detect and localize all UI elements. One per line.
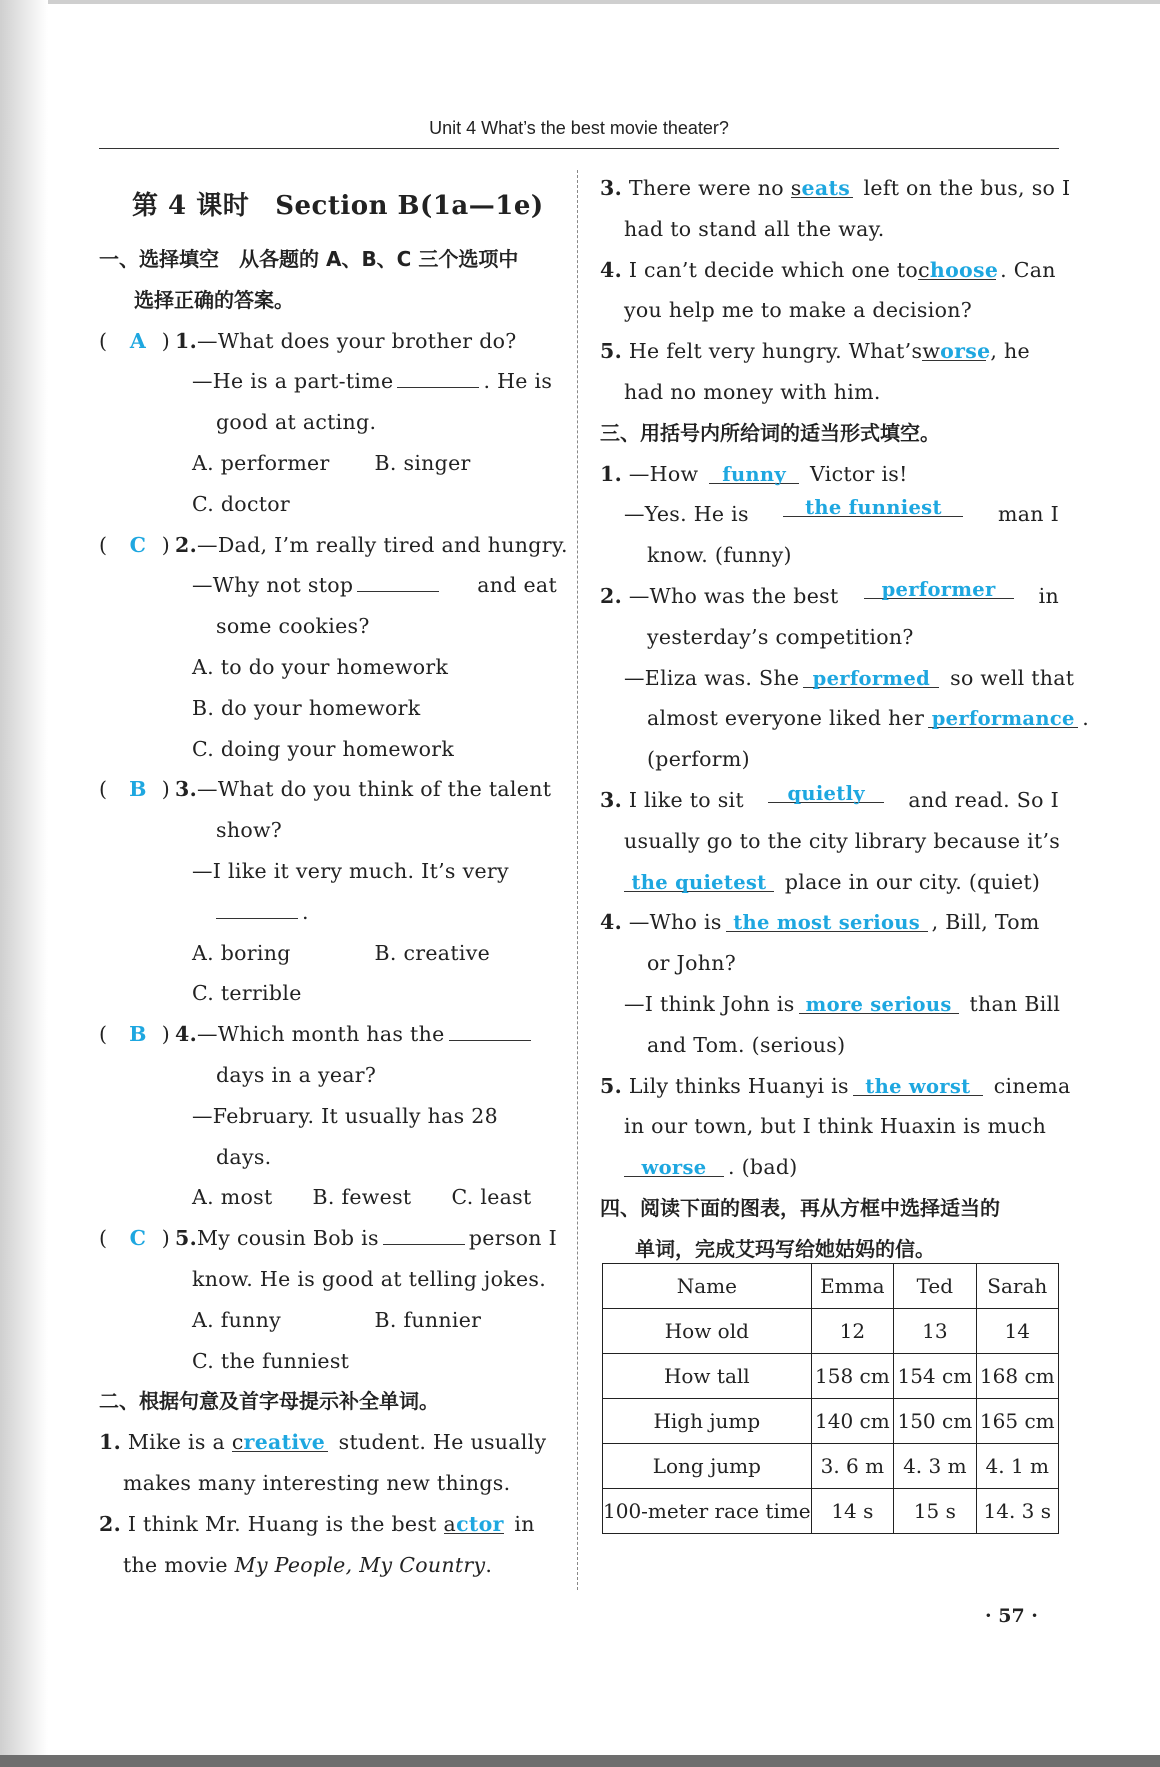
options: A. performer B. singer (192, 450, 471, 475)
question-4: ( B ) 4.—Which month has the (99, 1014, 557, 1055)
table-row: High jump 140 cm 150 cm 165 cm (603, 1399, 1059, 1444)
answer-4: B (129, 1022, 147, 1047)
right-column: 3. There were no seats left on the bus, so I had to stand all the way. 4. I can’t decide which one tochoose. Can you help me to make a decision? 5. He felt very hungry. What’sworse, he had no money with him. 三、用括号内所给词的适当形式填空。 1. —How funny Victor is! —Yes. He is the funniest man I know. (funny) 2. —Who was the best performer in yesterday’s competition? —Eliza was. She performed so well that almost everyone liked her performance . (perform) 3. I like to sit quietly and read. So I usually go to the city library because it’s the quietest place in our city. (quiet) 4. —Who is the most serious , Bill, Tom or John? —I think John is more serious than Bill and Tom. (serious) 5. Lily thinks Huanyi is the worst cinema in our town, but I think Huaxin is much worse . (bad) 四、阅读下面的图表，再从方框中选择适当的 单词，完成艾玛写给她姑妈的信。 (600, 168, 1059, 1270)
page-number: · 57 · (985, 1605, 1038, 1627)
page-shadow (0, 0, 48, 1767)
header-rule (99, 148, 1059, 149)
part4-heading-cont: 单词，完成艾玛写给她姑妈的信。 (635, 1236, 935, 1261)
part3-heading: 三、用括号内所给词的适当形式填空。 (600, 420, 940, 445)
fill-5: 5. He felt very hungry. What’sworse, he (600, 339, 1030, 364)
answer-fill: reative (243, 1430, 326, 1455)
table-row: Long jump 3. 6 m 4. 3 m 4. 1 m (603, 1444, 1059, 1489)
blank (383, 1222, 465, 1245)
word-form-1: 1. —How funny Victor is! (600, 461, 908, 486)
blank (397, 365, 479, 388)
lesson-title: 第 4 课时 Section B(1a—1e) (132, 191, 544, 221)
table-header-row: Name Emma Ted Sarah (603, 1264, 1059, 1309)
question-1: ( A ) 1.—What does your brother do? (99, 321, 557, 362)
column-divider (577, 170, 578, 1590)
answer-fill: orse (940, 339, 991, 364)
answer-3: B (129, 777, 147, 802)
answer-fill: hoose (929, 257, 999, 282)
part4-heading: 四、阅读下面的图表，再从方框中选择适当的 (600, 1195, 1000, 1220)
part2-heading: 二、根据句意及首字母提示补全单词。 (99, 1389, 439, 1414)
answer-5: C (129, 1226, 147, 1251)
answer-fill: eats (801, 176, 851, 200)
fill-1: 1. Mike is a creative student. He usually (99, 1430, 547, 1455)
question-3: ( B ) 3.—What do you think of the talent (99, 769, 557, 810)
question-2: ( C ) 2.—Dad, I’m really tired and hungry. (99, 525, 557, 566)
left-column: 第 4 课时 Section B(1a—1e) 一、选择填空 从各题的 A、B、C 三个选项中 选择正确的答案。 ( A ) 1.—What does your brother do? —He is a part-time . He is good at acting. A. performer B. singer C. doctor ( C ) 2.—Dad, I’m really tired and hungry. —Why not stop and eat some cookies? A. to do your homework B. do your homework C. doing your homework ( B ) 3.—What do you think of the talent show? —I like it very much. It’s very . A. boring B. creative C. terrible ( B ) 4.—Which month has the days in a year? —February. It usually has 28 days. A. most B. fewest C. least ( C ) 5.My cousin Bob is person I know. He is good at telling jokes. A. funny B. funnier C. the funniest 二、根据句意及首字母提示补全单词。 1. Mike is a creative student. He usually makes many interesting new things. 2. I think Mr. Huang is the best actor in the movie My People, My Country. (99, 173, 557, 1585)
blank (357, 569, 439, 592)
part1-heading-cont: 选择正确的答案。 (134, 287, 294, 312)
table-row: How tall 158 cm 154 cm 168 cm (603, 1354, 1059, 1399)
answer-2: C (129, 532, 147, 557)
blank (449, 1018, 531, 1041)
fill-3: 3. There were no seats left on the bus, so I (600, 176, 1071, 200)
table-row: 100-meter race time 14 s 15 s 14. 3 s (603, 1489, 1059, 1534)
fill-2: 2. I think Mr. Huang is the best actor in (99, 1511, 535, 1536)
fill-4: 4. I can’t decide which one tochoose. Can (600, 257, 1056, 282)
table-row: How old 12 13 14 (603, 1309, 1059, 1354)
part1-heading: 一、选择填空 从各题的 A、B、C 三个选项中 (99, 247, 519, 271)
blank (216, 896, 298, 919)
answer-fill: ctor (456, 1511, 504, 1536)
word-form-3: 3. I like to sit quietly and read. So I (600, 781, 1059, 812)
word-form-4: 4. —Who is the most serious , Bill, Tom (600, 910, 1040, 935)
info-table (602, 1263, 1059, 1534)
word-form-5: 5. Lily thinks Huanyi is the worst cinema (600, 1073, 1071, 1098)
question-5: ( C ) 5.My cousin Bob is person I (99, 1218, 557, 1259)
answer-1: A (129, 328, 147, 353)
word-form-2: 2. —Who was the best performer in (600, 577, 1059, 608)
running-header: Unit 4 What’s the best movie theater? (429, 118, 729, 138)
